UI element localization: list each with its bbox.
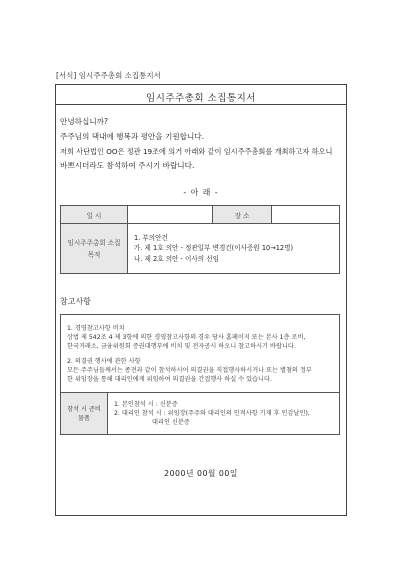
meeting-info-table	[60, 205, 340, 274]
purpose-label: 임시주주총회 소집목적	[61, 224, 128, 274]
agenda-heading: - 아 래 -	[183, 188, 219, 197]
greeting-line-1: 안녕하십니까?	[60, 117, 109, 126]
docs-item: 1. 본인참석 시 : 신분증	[114, 401, 178, 408]
greeting-line-3: 저희 사단법인 OO은 정관 19조에 의거 아래와 같이 임시주주총회를 개최하고자 하오니	[60, 147, 333, 156]
docs-label: 참석 시 준비물품	[61, 393, 108, 435]
page-title: 임시주주총회 소집통지서	[146, 93, 256, 104]
docs-items	[108, 393, 340, 435]
notes-table	[60, 314, 340, 435]
purpose-item: 가. 제 1호 의안 - 정관일부 변경건(이사증원 10→12명)	[134, 244, 294, 253]
docs-item: 대리인 신분증	[152, 419, 190, 426]
note-2-title: 2. 의결권 행사에 관한 사항	[67, 357, 141, 365]
note-2-line: 모든 주주님들께서는 종전과 같이 참석하시어 의결권을 직접행사하시거나 또는 별첨의 정부	[67, 366, 312, 374]
purpose-item: 1. 부의안건	[134, 233, 168, 242]
purpose-item: 나. 제 2호 의안 - 이사의 선임	[134, 254, 219, 263]
greeting-line-4: 바쁘시더라도 참석하여 주시기 바랍니다.	[60, 161, 195, 170]
note-1-line: 상법 제 542조 4 제 3항에 의한 경영참고사항의 경우 당사 홈페이지 또는 본사 1층 로비,	[67, 333, 306, 341]
note-1-line: 한국거래소, 금융위원회 증권대행부에 비치 및 전자공시 하오니 참고하시기 바랍니다.	[67, 342, 296, 350]
notes-body	[61, 315, 340, 393]
notice-date: 2000년 00월 00일	[164, 469, 238, 478]
date-label: 일 시	[61, 206, 128, 224]
note-2-line: 한 위임장을 통해 대리인에게 위임하여 의결권을 간접행사 하실 수 있습니다.	[67, 375, 272, 383]
greeting-line-2: 주주님의 댁내에 행복과 평안을 기원합니다.	[60, 132, 205, 141]
place-label: 장 소	[213, 206, 272, 224]
purpose-items	[128, 224, 340, 274]
form-label: [서식] 임시주주총회 소집통지서	[56, 71, 161, 80]
title-divider	[55, 104, 347, 105]
place-value	[272, 206, 340, 224]
notes-title: 참고사항	[60, 297, 91, 306]
note-1-title: 1. 경영참고사항 비치	[67, 324, 125, 332]
docs-item: 2. 대리인 참석 시 : 위임장(주주와 대리인의 인적사항 기재 후 인감날인),	[114, 410, 310, 417]
date-value	[128, 206, 213, 224]
